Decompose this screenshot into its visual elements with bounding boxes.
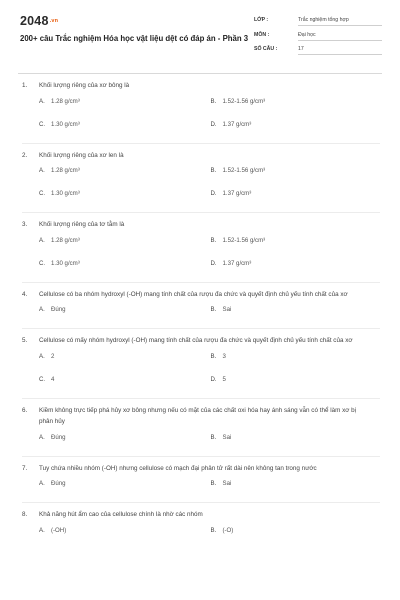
question-number: 8.	[22, 511, 28, 518]
option-row	[39, 257, 382, 280]
site-logo[interactable]	[20, 14, 58, 28]
question-header	[22, 150, 382, 162]
answer-option[interactable]	[211, 480, 383, 487]
answer-option[interactable]	[39, 480, 211, 487]
option-text: Đúng	[51, 306, 66, 313]
option-letter: B.	[210, 306, 217, 313]
answer-options	[39, 164, 382, 210]
answer-option[interactable]	[211, 434, 383, 441]
option-letter: C.	[39, 375, 46, 383]
question-divider	[22, 502, 380, 503]
option-text: 1.37 g/cm³	[222, 190, 252, 197]
option-letter: D.	[210, 190, 217, 197]
answer-options	[39, 303, 382, 326]
answer-option[interactable]	[39, 353, 211, 360]
question-text: Khối lượng riêng của xơ bông là	[39, 82, 130, 89]
meta-label: SỐ CÂU :	[254, 46, 278, 52]
answer-option[interactable]	[39, 121, 211, 128]
answer-option[interactable]	[211, 306, 383, 313]
meta-value: Trắc nghiệm tổng hợp	[298, 17, 382, 26]
option-text: (-OH)	[51, 526, 67, 534]
question-number: 7.	[22, 464, 28, 472]
meta-row-class	[254, 14, 382, 29]
question-text: Khối lượng riêng của tơ tằm là	[39, 221, 125, 228]
option-letter: C.	[39, 190, 46, 197]
question-divider	[22, 143, 380, 144]
question-item	[22, 463, 382, 504]
question-item	[22, 405, 382, 457]
question-text: Khối lượng riêng của xơ len là	[39, 151, 124, 159]
meta-value: Đại học	[298, 32, 382, 41]
option-letter: D.	[210, 120, 217, 128]
option-text: Sai	[222, 433, 232, 441]
option-text: 1.30 g/cm³	[51, 259, 80, 267]
question-item	[22, 219, 382, 283]
option-row	[39, 373, 382, 396]
option-letter: A.	[39, 167, 45, 174]
question-divider	[22, 398, 380, 399]
logo-text: 2048	[20, 14, 49, 28]
answer-option[interactable]	[39, 306, 211, 313]
option-text: 1.28 g/cm³	[51, 236, 80, 244]
option-letter: A.	[39, 306, 45, 313]
option-row	[39, 524, 382, 547]
option-letter: A.	[39, 97, 45, 105]
answer-option[interactable]	[211, 98, 383, 105]
question-item	[22, 80, 382, 144]
option-letter: A.	[39, 480, 45, 487]
answer-option[interactable]	[211, 237, 383, 244]
question-list	[22, 80, 382, 547]
meta-info	[254, 14, 382, 58]
question-number: 1.	[22, 82, 28, 89]
question-number: 3.	[22, 221, 28, 228]
question-item	[22, 289, 382, 330]
option-letter: A.	[39, 352, 45, 360]
question-item	[22, 150, 382, 214]
option-letter: B.	[210, 97, 217, 105]
meta-label: MÔN :	[254, 31, 270, 38]
option-text: 1.30 g/cm³	[51, 120, 80, 128]
question-number: 6.	[22, 406, 28, 414]
question-number: 5.	[22, 337, 28, 344]
answer-options	[39, 431, 382, 454]
question-number: 4.	[22, 290, 28, 298]
option-text: 1.28 g/cm³	[51, 167, 80, 174]
answer-option[interactable]	[211, 167, 383, 174]
answer-option[interactable]	[211, 353, 383, 360]
answer-options	[39, 95, 382, 141]
option-letter: D.	[210, 259, 217, 267]
meta-row-count	[254, 43, 382, 58]
question-text: Cellulose có mấy nhóm hydroxyl (-OH) mang tính chất của rượu đa chức và quyết định chủ yếu tính chất của xơ	[39, 337, 353, 344]
answer-option[interactable]	[39, 434, 211, 441]
answer-option[interactable]	[211, 527, 383, 534]
option-text: 1.30 g/cm³	[51, 190, 80, 197]
option-letter: B.	[210, 480, 217, 487]
option-text: 1.37 g/cm³	[222, 120, 252, 128]
question-divider	[22, 212, 380, 213]
question-text: Cellulose có ba nhóm hydroxyl (-OH) mang tính chất của rượu đa chức và quyết định chủ yếu tính chất của xơ	[39, 290, 348, 298]
option-row	[39, 95, 382, 118]
answer-option[interactable]	[39, 190, 211, 197]
question-text: Khả năng hút ẩm cao của cellulose chính là nhờ các nhóm	[39, 511, 203, 518]
question-text: Kiềm không trực tiếp phá hủy xơ bông nhưng nếu có mặt của các chất oxi hóa hay ánh sáng vẫn có thể làm xơ bị phân hủy	[39, 406, 357, 425]
meta-label: LỚP :	[254, 17, 269, 23]
option-text: 1.52-1.56 g/cm³	[222, 167, 266, 174]
option-letter: B.	[210, 236, 217, 244]
question-divider	[22, 328, 380, 329]
option-row	[39, 234, 382, 257]
question-item	[22, 509, 382, 547]
answer-option[interactable]	[211, 121, 383, 128]
option-text: Đúng	[51, 480, 66, 487]
option-text: (-O)	[222, 526, 234, 534]
logo-suffix: .vn	[49, 18, 59, 24]
option-row	[39, 350, 382, 373]
question-header	[22, 335, 382, 347]
answer-options	[39, 234, 382, 280]
question-divider	[22, 456, 380, 457]
question-header	[22, 80, 382, 92]
question-item	[22, 335, 382, 399]
meta-value: 17	[298, 46, 382, 55]
option-row	[39, 303, 382, 326]
option-letter: B.	[210, 352, 217, 360]
answer-option[interactable]	[39, 527, 211, 534]
option-text: 1.52-1.56 g/cm³	[222, 97, 266, 105]
option-text: Sai	[222, 306, 232, 313]
answer-option[interactable]	[39, 167, 211, 174]
answer-option[interactable]	[211, 260, 383, 267]
document-header	[20, 14, 382, 70]
option-text: 1.52-1.56 g/cm³	[222, 236, 266, 244]
option-row	[39, 164, 382, 187]
option-letter: B.	[210, 526, 217, 534]
question-header	[22, 219, 382, 231]
answer-option[interactable]	[211, 376, 383, 383]
question-header	[22, 405, 382, 428]
option-text: 2	[51, 352, 55, 360]
option-text: 1.28 g/cm³	[51, 97, 80, 105]
option-text: Sai	[222, 480, 232, 487]
option-text: 1.37 g/cm³	[222, 259, 252, 267]
option-letter: B.	[210, 433, 217, 441]
answer-options	[39, 524, 382, 547]
option-text: 5	[222, 375, 226, 383]
option-text: Đúng	[51, 433, 66, 441]
answer-option[interactable]	[39, 376, 211, 383]
document-title: 200+ câu Trắc nghiệm Hóa học vật liệu dệt có đáp án - Phần 3	[20, 34, 249, 43]
option-letter: D.	[210, 375, 217, 383]
option-row	[39, 118, 382, 141]
option-letter: C.	[39, 259, 46, 267]
option-letter: A.	[39, 236, 45, 244]
option-text: 4	[51, 375, 55, 383]
option-letter: A.	[39, 526, 45, 534]
question-divider	[22, 282, 380, 283]
answer-option[interactable]	[39, 237, 211, 244]
answer-option[interactable]	[39, 260, 211, 267]
header-divider	[18, 73, 382, 74]
answer-options	[39, 477, 382, 500]
answer-option[interactable]	[39, 98, 211, 105]
question-number: 2.	[22, 151, 28, 159]
meta-row-subject	[254, 29, 382, 44]
answer-option[interactable]	[211, 190, 383, 197]
option-row	[39, 431, 382, 454]
question-header	[22, 289, 382, 301]
option-row	[39, 187, 382, 210]
option-row	[39, 477, 382, 500]
option-letter: C.	[39, 120, 46, 128]
option-text: 3	[222, 352, 226, 360]
option-letter: A.	[39, 433, 45, 441]
answer-options	[39, 350, 382, 396]
question-text: Tuy chứa nhiều nhóm (-OH) nhưng cellulose có mạch đại phân tử rất dài nên không tan trong nước	[39, 464, 317, 472]
option-letter: B.	[210, 167, 217, 174]
question-header	[22, 509, 382, 521]
question-header	[22, 463, 382, 475]
